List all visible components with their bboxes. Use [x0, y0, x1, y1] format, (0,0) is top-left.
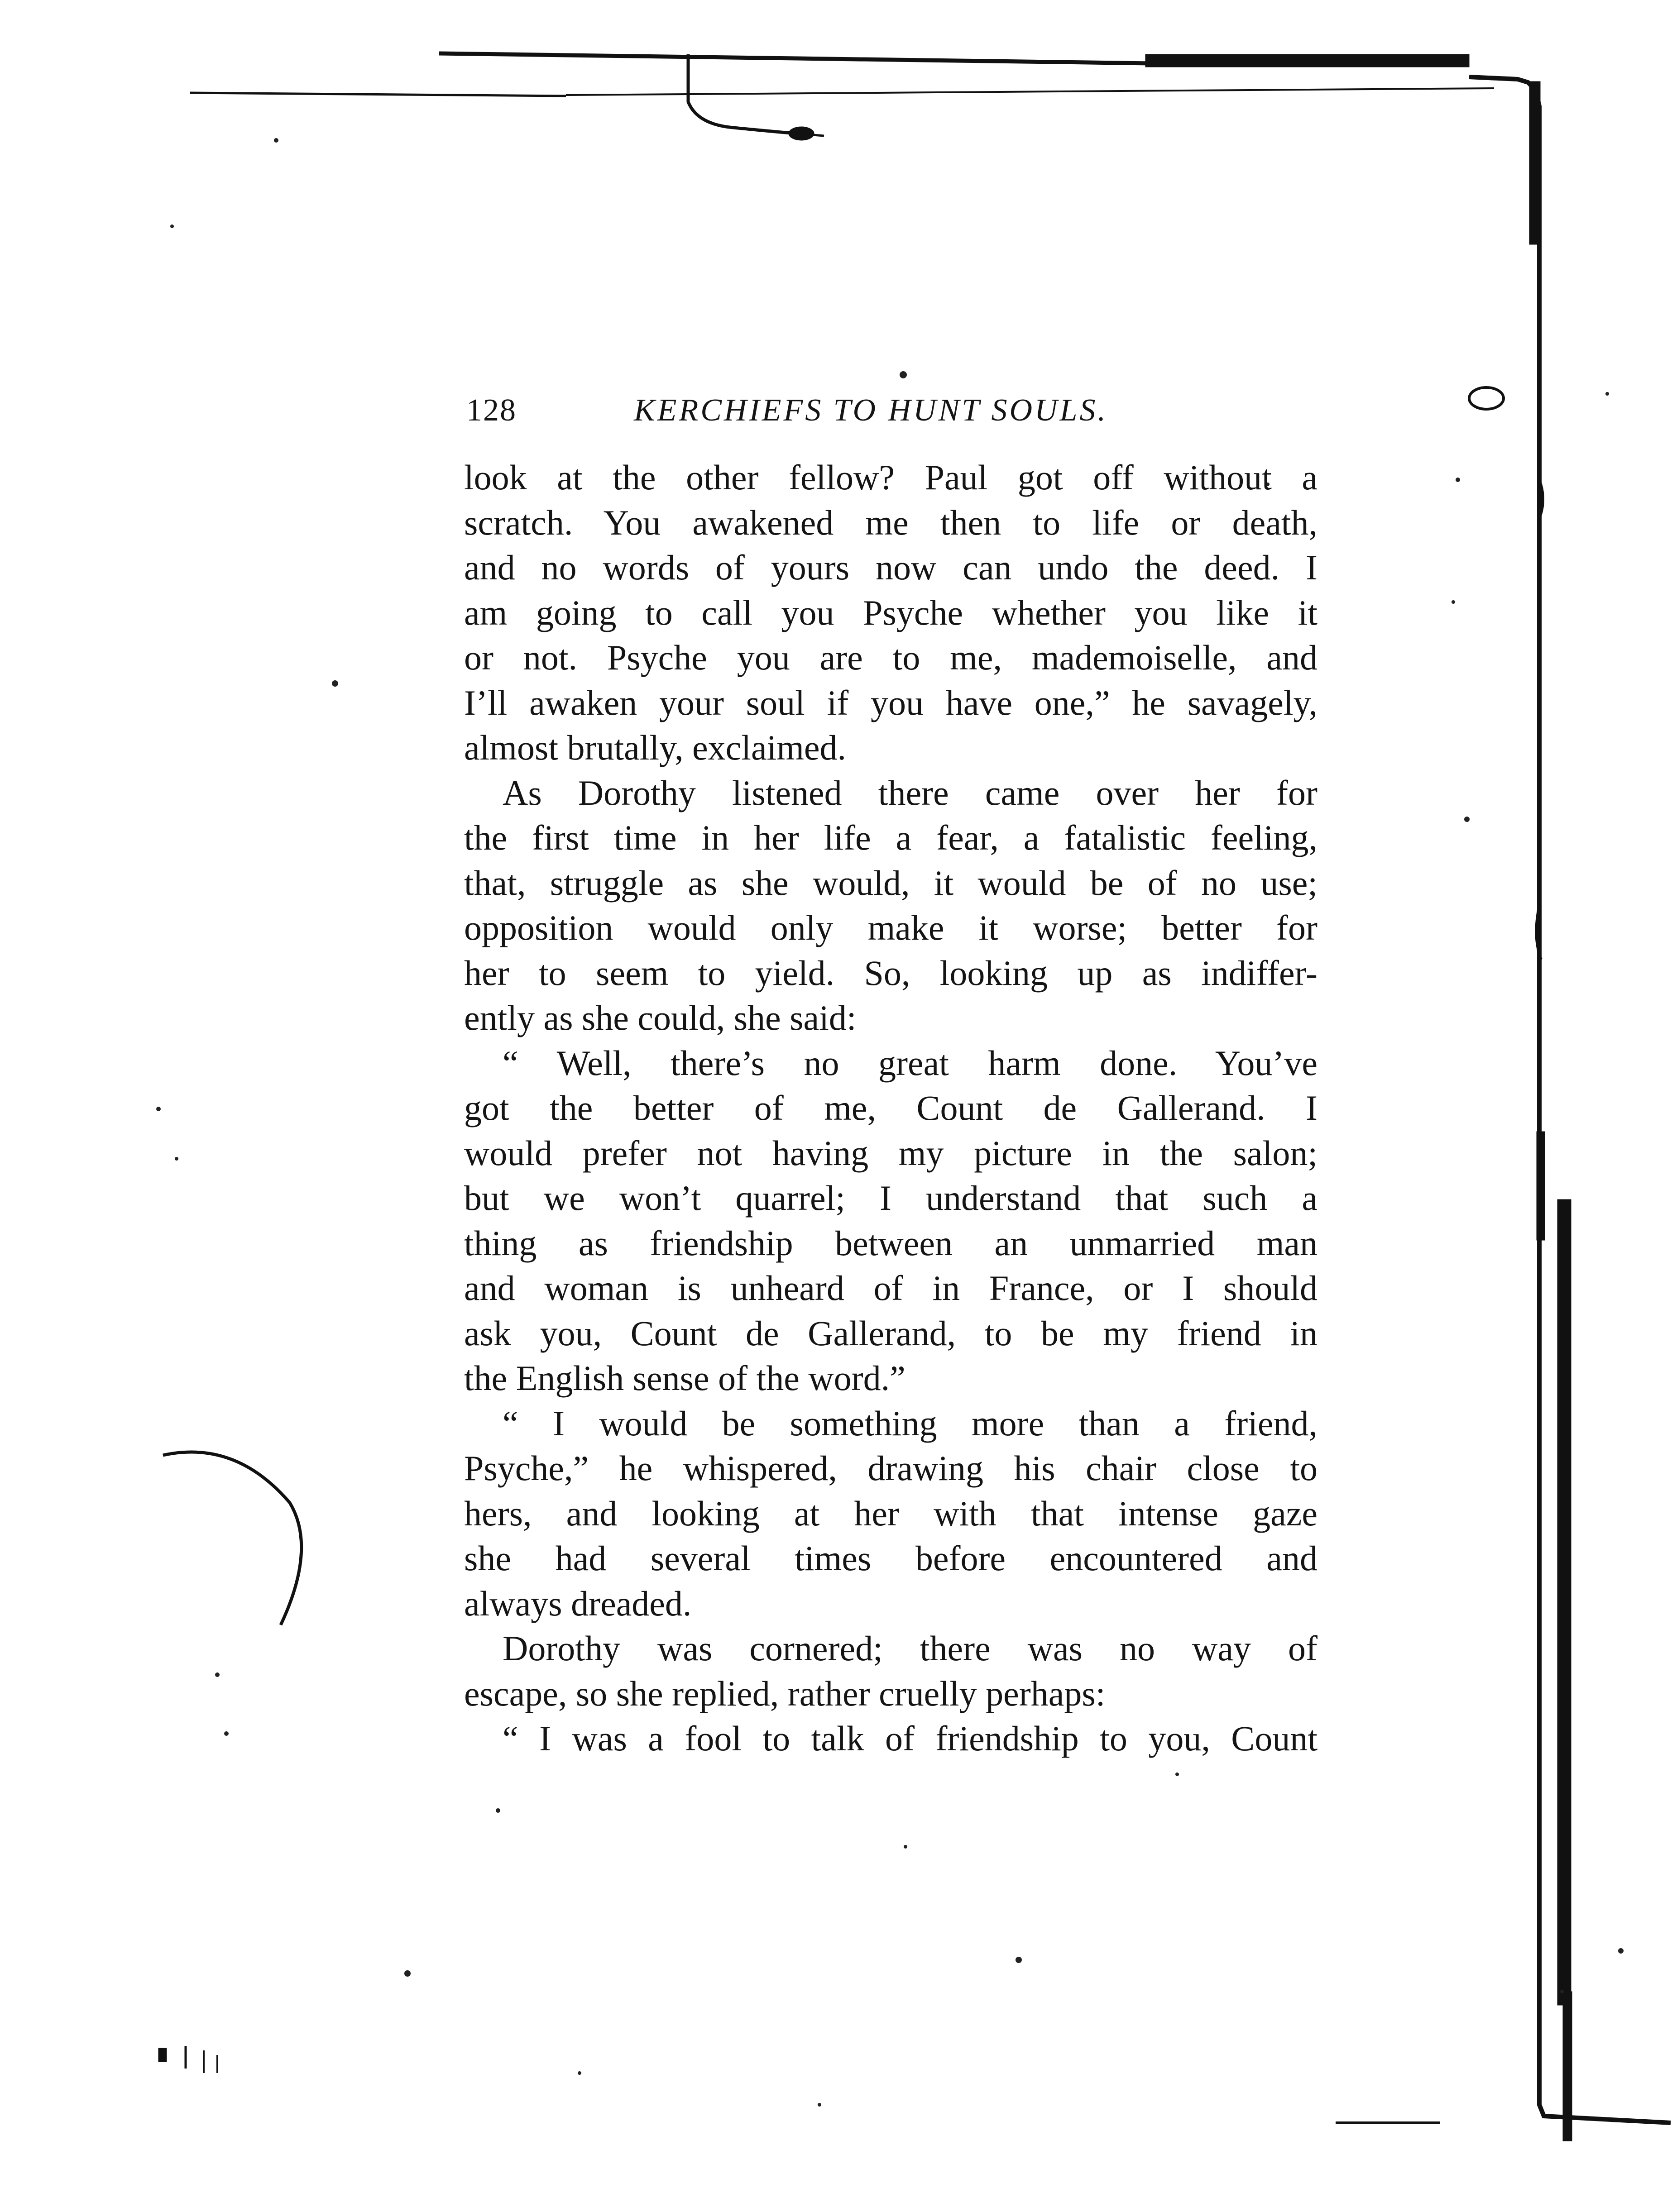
text-line: always dreaded.: [464, 1583, 692, 1623]
text-line: or not. Psyche you are to me, mademoiselle, and: [464, 638, 1317, 677]
text-line: scratch. You awakened me then to life or death,: [464, 502, 1317, 542]
text-line: “ I would be something more than a friend,: [503, 1403, 1317, 1443]
text-line: I’ll awaken your soul if you have one,” he savagely,: [464, 683, 1317, 722]
top-rule-marks: [190, 53, 1494, 140]
text-line: ask you, Count de Gallerand, to be my friend in: [464, 1313, 1317, 1353]
text-line: opposition would only make it worse; better for: [464, 908, 1317, 947]
text-line: look at the other fellow? Paul got off without a: [464, 458, 1317, 497]
text-line: got the better of me, Count de Gallerand. I: [464, 1088, 1317, 1127]
text-line: but we won’t quarrel; I understand that such a: [464, 1178, 1317, 1218]
text-line: almost brutally, exclaimed.: [464, 728, 847, 767]
text-line: “ I was a fool to talk of friendship to you, Count: [503, 1719, 1317, 1758]
text-line: she had several times before encountered and: [464, 1538, 1317, 1578]
text-line: her to seem to yield. So, looking up as indiffer-: [464, 953, 1317, 993]
bottom-marks: [158, 2046, 1440, 2123]
text-line: escape, so she replied, rather cruelly perhaps:: [464, 1673, 1106, 1713]
text-line: the English sense of the word.”: [464, 1358, 905, 1398]
text-line: the first time in her life a fear, a fatalistic feeling,: [464, 818, 1317, 857]
text-line: “ Well, there’s no great harm done. You’ve: [503, 1043, 1317, 1083]
running-head: [466, 386, 1186, 435]
text-line: ently as she could, she said:: [464, 998, 857, 1037]
text-line: that, struggle as she would, it would be of no use;: [464, 863, 1317, 903]
body-text: [464, 455, 1317, 1761]
running-title: KERCHIEFS TO HUNT SOULS.: [634, 393, 1108, 428]
text-line: would prefer not having my picture in the salon;: [464, 1133, 1317, 1173]
text-line: and woman is unheard of in France, or I should: [464, 1268, 1317, 1308]
text-line: and no words of yours now can undo the deed. I: [464, 548, 1317, 587]
left-margin-arc: [163, 1452, 302, 1625]
right-edge-marks: [1469, 77, 1671, 2141]
text-line: thing as friendship between an unmarried man: [464, 1223, 1317, 1263]
text-line: Dorothy was cornered; there was no way of: [503, 1629, 1317, 1668]
text-line: hers, and looking at her with that intense gaze: [464, 1493, 1317, 1533]
page-number: 128: [466, 393, 517, 428]
text-line: Psyche,” he whispered, drawing his chair close to: [464, 1448, 1317, 1488]
text-line: As Dorothy listened there came over her for: [503, 773, 1317, 812]
text-line: am going to call you Psyche whether you like it: [464, 592, 1317, 632]
